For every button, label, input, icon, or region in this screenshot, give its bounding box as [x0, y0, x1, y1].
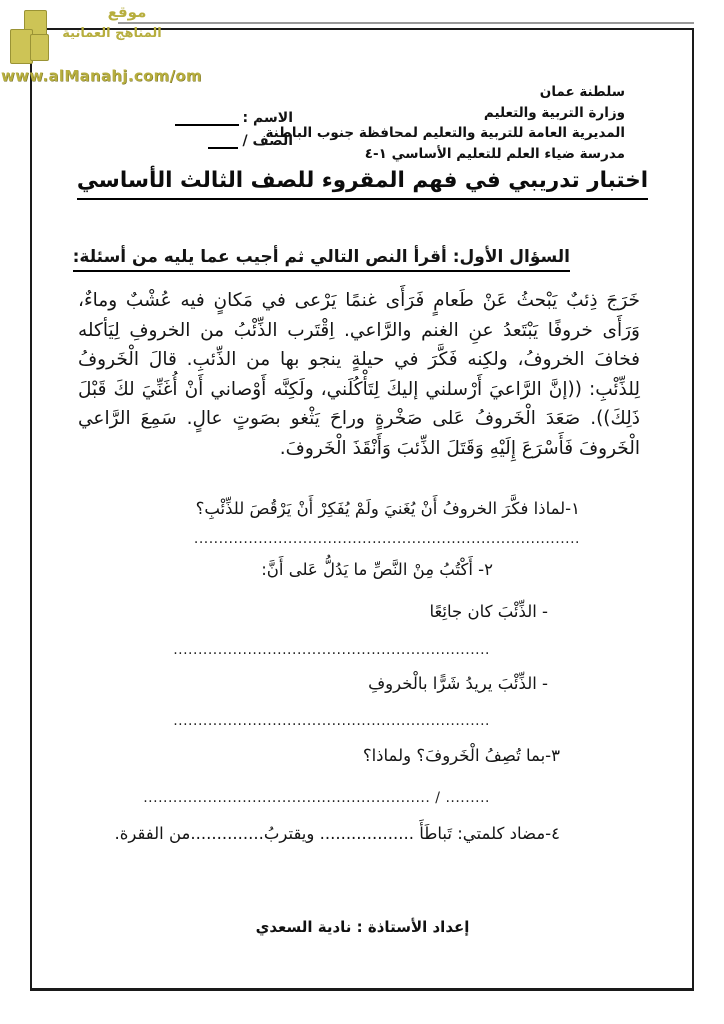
question-2-item-1: - الذِّئْبَ كان جائِعًا: [429, 602, 548, 621]
watermark-url: www.alManahj.com/om: [1, 67, 202, 85]
reading-passage: خَرَجَ ذِئبٌ يَبْحثُ عَنْ طَعامٍ فَرَأَى غنمًا يَرْعى في مَكانٍ فيه عُشْبٌ وماءٌ، وَرَأَى خروفًا يَبْتَعدُ عنِ الغنم والرَّاعي. اِقْتَرب الذِّئْبُ من الخروفِ لِيَأكله فخافَ الخروفُ، ولكِنه فَكَّرَ في حيلةٍ ينجو بها من الذِّئبِ. قالَ الْخَروفُ لِلذِّئْبِ: ((إنَّ الرَّاعيَ أَرْسلني إليكَ لِتَأْكُلَني، ولَكِنَّه أَوْصاني أَنْ أُغَنِّيَ لكَ قَبْلَ ذَلِكَ)). صَعَدَ الْخَروفُ عَلى صَخْرةٍ وراحَ يَثْغو بصَوتٍ عالٍ. سَمِعَ الرَّاعي الْخَروفَ فَأَسْرَعَ إِلَيْهِ وَقَتَلَ الذِّئبَ وَأَنْقَذَ الْخَروفَ.: [78, 290, 640, 459]
header-line-sultanate: سلطنة عمان: [539, 84, 625, 100]
watermark-site-word: موقع: [107, 3, 147, 21]
page-title: اختبار تدريبي في فهم المقروء للصف الثالث الأساسي: [77, 168, 648, 200]
logo-block-icon: [30, 34, 49, 61]
question-4: ٤-مضاد كلمتي: تَباطَأَ .................. ويقتربُ..............من الفقرة.: [114, 824, 560, 843]
title-row: [31, 168, 694, 200]
header-ministry-block: [265, 82, 625, 164]
question-2-item-2-answer-line: ................................................................: [173, 713, 490, 729]
prepared-by-note: إعداد الأستاذة : نادية السعدي: [255, 918, 470, 936]
question-3-answer-line: ......... / ..........................................................: [143, 790, 490, 806]
question-1: ١-لماذا فكَّرَ الخروفُ أَنْ يُغَنيَ ولَمْ يُفَكِرْ أَنْ يَرْقُصَ للذِّئْبِ؟: [195, 499, 580, 518]
question-3: ٣-بما تُصِفُ الْخَروفَ؟ ولماذا؟: [362, 746, 560, 765]
header-line-school: مدرسة ضياء العلم للتعليم الأساسي ١-٤: [364, 145, 625, 162]
question-2: ٢- أَكْتُبُ مِنْ النَّصِّ ما يَدُلُّ عَلى أَنَّ:: [261, 560, 493, 579]
section1-heading: السؤال الأول: أقرأ النص التالي ثم أجيب عما يليه من أسئلة:: [73, 247, 570, 272]
class-field-row: [133, 126, 293, 149]
name-field-row: [133, 103, 293, 126]
question-2-item-1-answer-line: ................................................................: [173, 642, 490, 658]
watermark-site-name: المناهج العمانية: [62, 26, 162, 41]
class-blank-line: [208, 135, 238, 149]
header-line-ministry: وزارة التربية والتعليم: [483, 104, 625, 121]
question-2-item-2: - الذِّئْبَ يريدُ شَرًّا بالْخروفِ: [368, 674, 548, 693]
header-line-directorate: المديرية العامة للتربية والتعليم لمحافظة جنوب الباطنة: [265, 125, 625, 141]
top-divider-line: [118, 22, 694, 24]
name-label: الاسم :: [242, 110, 293, 126]
student-fields: [133, 103, 293, 149]
question-1-answer-line: ..............................................................................: [193, 531, 580, 547]
name-blank-line: [175, 112, 239, 126]
class-label: الصف /: [242, 133, 293, 149]
